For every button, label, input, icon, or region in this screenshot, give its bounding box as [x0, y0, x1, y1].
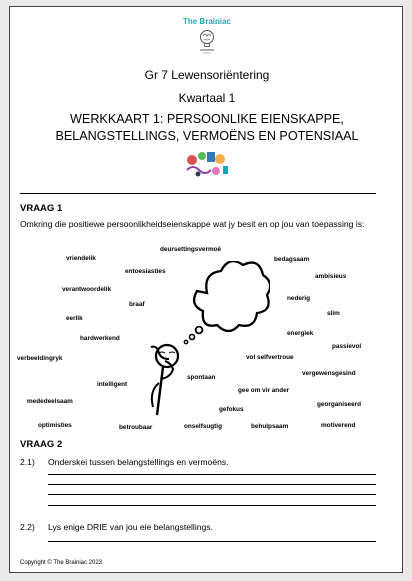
answer-line: [48, 484, 376, 485]
question-1-instruction: Omkring die positiewe persoonlikheidseienskappe wat jy besit en op jou van toepassing is:: [20, 219, 365, 229]
answer-line: [48, 505, 376, 506]
trait-word: eerlik: [66, 315, 83, 322]
trait-word: intelligent: [97, 381, 128, 388]
term-title: Kwartaal 1: [178, 91, 236, 105]
subject-title: Gr 7 Lewensoriëntering: [144, 68, 270, 82]
trait-word: deursettingsvermoë: [160, 246, 222, 253]
worksheet-page: [9, 6, 403, 573]
trait-word: georganiseerd: [317, 401, 362, 408]
trait-word: braaf: [129, 301, 145, 308]
trait-word: vol selfvertroue: [246, 354, 294, 361]
trait-word: gefokus: [219, 406, 244, 413]
trait-word: verantwoordelik: [62, 286, 112, 293]
thinking-person-illustration: [145, 261, 270, 426]
brand-name: The Brainiac: [182, 17, 231, 26]
divider: [20, 193, 376, 194]
trait-word: vriendelik: [66, 255, 96, 262]
question-2-1-number: 2.1): [20, 457, 35, 467]
question-2-heading: VRAAG 2: [20, 439, 63, 450]
question-2-2-number: 2.2): [20, 522, 35, 532]
brain-lightbulb-logo: [198, 29, 216, 55]
trait-word: onselfsugtig: [184, 423, 222, 430]
worksheet-title-line1: WERKKAART 1: PERSOONLIKE EIENSKAPPE,: [70, 112, 344, 126]
trait-word: optimisties: [38, 422, 72, 429]
copyright-footer: Copyright © The Brainiac 2023: [20, 560, 103, 566]
trait-word: betroubaar: [119, 424, 153, 431]
worksheet-title-line2: BELANGSTELLINGS, VERMOËNS EN POTENSIAAL: [55, 129, 359, 143]
answer-line: [48, 541, 376, 542]
question-1-heading: VRAAG 1: [20, 203, 63, 214]
trait-word: bedagsaam: [274, 256, 310, 263]
answer-line: [48, 474, 376, 475]
trait-word: vergewensgesind: [302, 370, 356, 377]
worksheet-title: [10, 111, 404, 145]
trait-word: mededeelsaam: [27, 398, 73, 405]
question-2-2-text: Lys enige DRIE van jou eie belangstellings.: [48, 522, 213, 532]
trait-word: nederig: [287, 295, 311, 302]
trait-word: motiverend: [321, 422, 356, 429]
trait-word: behulpsaam: [251, 423, 289, 430]
trait-word: spontaan: [187, 374, 216, 381]
trait-word: hardwerkend: [80, 335, 120, 342]
trait-word: gee om vir ander: [238, 387, 290, 394]
question-2-1-text: Onderskei tussen belangstellings en vermoëns.: [48, 457, 229, 467]
trait-word: ambisieus: [315, 273, 347, 280]
trait-word: slim: [327, 310, 340, 317]
answer-line: [48, 494, 376, 495]
trait-word: verbeeldingryk: [17, 355, 63, 362]
hobbies-illustration: [182, 148, 230, 178]
trait-word: entoesiasties: [125, 268, 166, 275]
trait-word: energiek: [287, 330, 314, 337]
trait-word: passievol: [332, 343, 362, 350]
